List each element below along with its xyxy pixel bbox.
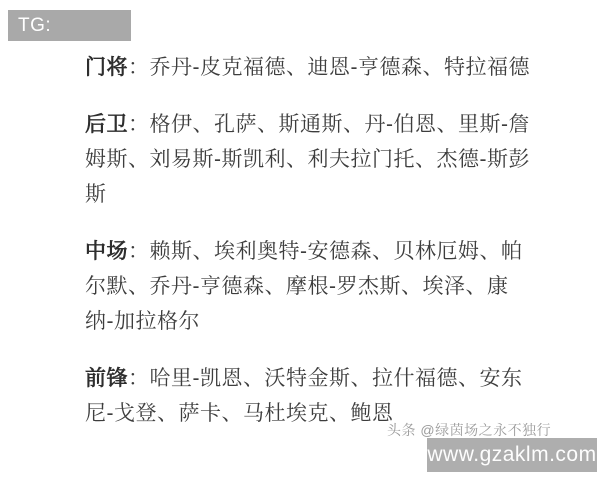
text-line [85, 234, 555, 269]
player-names: 纳-加拉格尔 [85, 310, 200, 333]
position-label: 后卫 [85, 113, 128, 136]
colon: ： [128, 56, 150, 79]
position-label: 中场 [85, 240, 128, 263]
squad-list [85, 50, 555, 453]
text-line [85, 269, 555, 304]
player-names: 哈里-凯恩、沃特金斯、拉什福德、安东 [149, 367, 523, 390]
position-label: 前锋 [85, 367, 128, 390]
site-url-watermark: www.gzaklm.com [427, 438, 597, 472]
player-names: 格伊、孔萨、斯通斯、丹-伯恩、里斯-詹 [149, 113, 530, 136]
text-line [85, 142, 555, 177]
section-midfielders [85, 234, 555, 339]
text-line [85, 177, 555, 212]
section-defenders [85, 107, 555, 212]
toutiao-watermark: 头条 @绿茵场之永不独行 [387, 422, 552, 438]
text-line [85, 304, 555, 339]
section-goalkeepers [85, 50, 555, 85]
text-line [85, 50, 555, 85]
colon: ： [128, 113, 150, 136]
colon: ： [128, 367, 150, 390]
player-names: 尔默、乔丹-亨德森、摩根-罗杰斯、埃泽、康 [85, 275, 509, 298]
player-names: 尼-戈登、萨卡、马杜埃克、鲍恩 [85, 402, 394, 425]
text-line [85, 361, 555, 396]
text-line [85, 107, 555, 142]
player-names: 乔丹-皮克福德、迪恩-亨德森、特拉福德 [149, 56, 530, 79]
colon: ： [128, 240, 150, 263]
telegram-badge: TG: MYYJJPP [8, 10, 131, 41]
player-names: 赖斯、埃利奥特-安德森、贝林厄姆、帕 [149, 240, 523, 263]
position-label: 门将 [85, 56, 128, 79]
player-names: 姆斯、刘易斯-斯凯利、利夫拉门托、杰德-斯彭 [85, 148, 530, 171]
player-names: 斯 [85, 183, 107, 206]
